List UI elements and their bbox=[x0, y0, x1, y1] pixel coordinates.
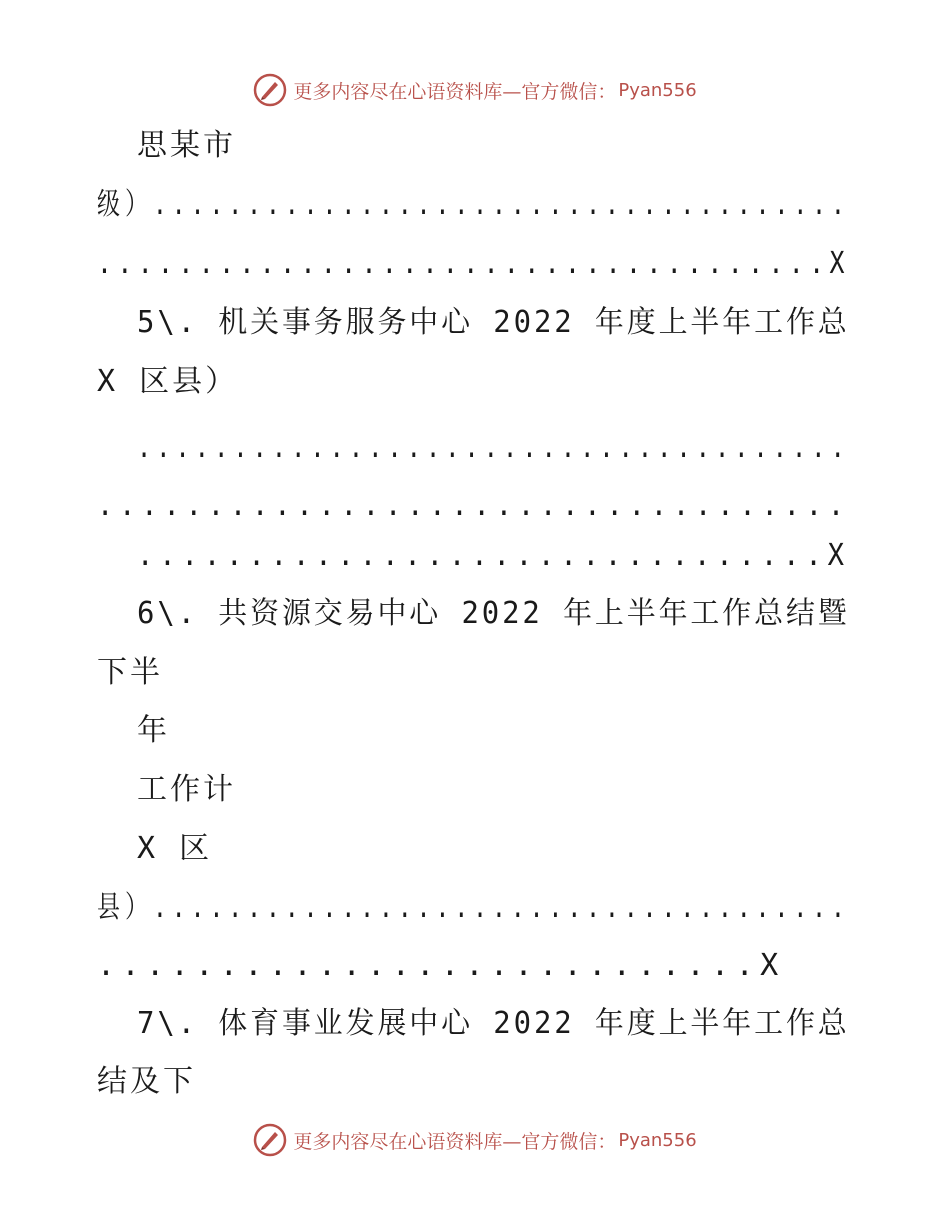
text-line-11: 年 bbox=[137, 713, 170, 748]
text-line-13: X 区 bbox=[137, 831, 213, 866]
header-watermark-banner bbox=[0, 70, 950, 110]
text-line-7: .................................. bbox=[97, 488, 851, 523]
text-line-6: ..................................... bbox=[137, 430, 850, 465]
text-line-3: ....................................X bbox=[97, 246, 850, 281]
banner-wechat-id: Pyan556 bbox=[618, 1129, 697, 1151]
quill-logo-icon bbox=[253, 73, 287, 107]
text-line-14: 县）..................................... bbox=[97, 890, 850, 925]
banner-wechat-id: Pyan556 bbox=[618, 79, 697, 101]
footer-watermark-banner bbox=[0, 1120, 950, 1160]
text-line-2: 级）..................................... bbox=[97, 187, 850, 222]
text-line-5: X 区县） bbox=[97, 364, 239, 399]
text-line-16: 7\. 体育事业发展中心 2022 年度上半年工作总 bbox=[137, 1006, 850, 1041]
text-line-17: 结及下 bbox=[97, 1064, 196, 1099]
text-line-8: ...............................X bbox=[137, 538, 850, 573]
text-line-9: 6\. 共资源交易中心 2022 年上半年工作总结暨 bbox=[137, 596, 850, 631]
banner-text: 更多内容尽在心语资料库—官方微信： bbox=[293, 80, 617, 103]
text-line-1: 思某市 bbox=[137, 128, 236, 163]
text-line-10: 下半 bbox=[97, 655, 163, 690]
text-line-12: 工作计 bbox=[137, 772, 236, 807]
text-line-15: ...........................X bbox=[97, 948, 785, 983]
quill-logo-icon bbox=[253, 1123, 287, 1157]
banner-text: 更多内容尽在心语资料库—官方微信： bbox=[293, 1130, 617, 1153]
text-line-4: 5\. 机关事务服务中心 2022 年度上半年工作总 bbox=[137, 305, 850, 340]
